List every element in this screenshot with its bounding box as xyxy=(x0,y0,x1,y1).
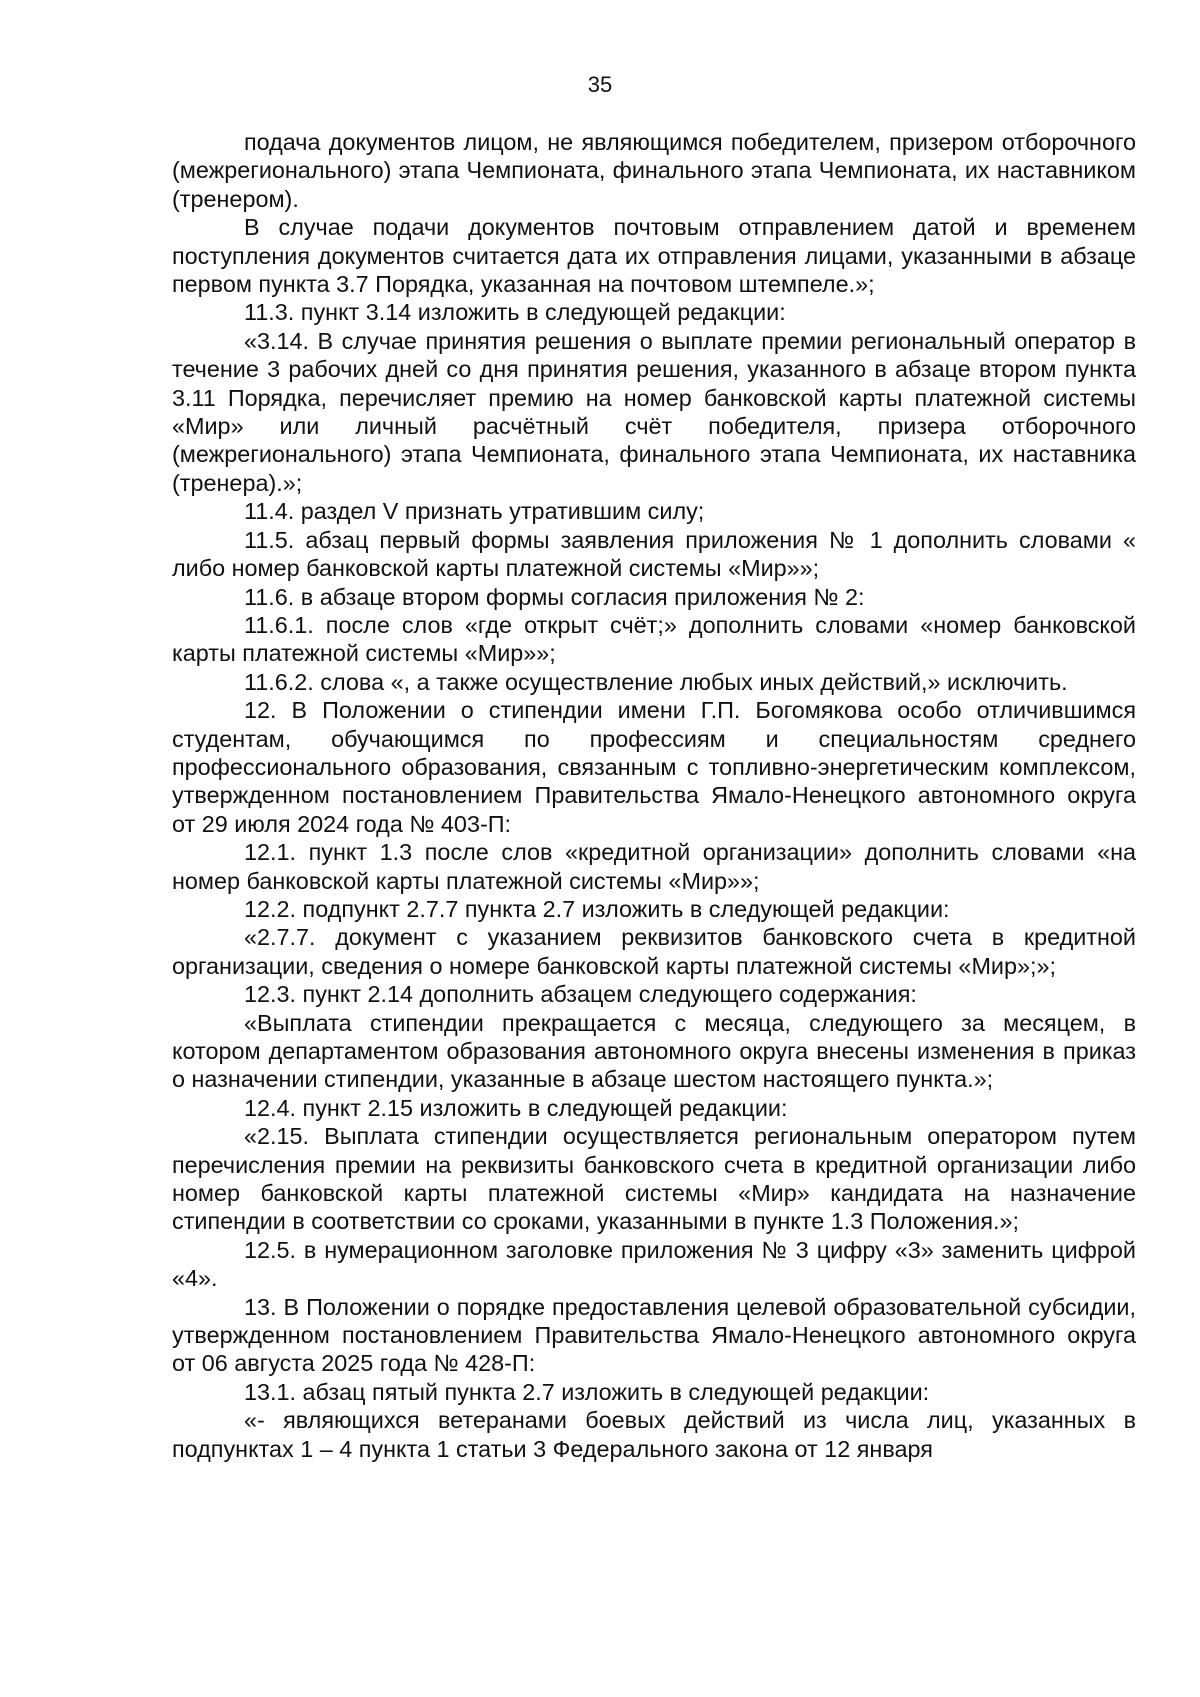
paragraph: «2.15. Выплата стипендии осуществляется региональным оператором путем перечисления премии на реквизиты банковского счета в кредитной организации либо номер банковской карты платежной системы «Мир» кандидата на назначение стипендии в соответствии со сроками, указанными в пункте 1.3 Положения.»; xyxy=(172,1123,1136,1235)
paragraph: 11.4. раздел V признать утратившим силу; xyxy=(244,498,705,525)
paragraph: 12.1. пункт 1.3 после слов «кредитной организации» дополнить словами «на номер банковской карты платежной системы «Мир»»; xyxy=(172,839,1136,894)
document-body xyxy=(172,128,1136,1463)
paragraph: 13. В Положении о порядке предоставления целевой образовательной субсидии, утвержденном постановлением Правительства Ямало-Ненецкого автономного округа от 06 августа 2025 года № 428-П: xyxy=(172,1293,1136,1377)
paragraph: 12.2. подпункт 2.7.7 пункта 2.7 изложить в следующей редакции: xyxy=(244,895,950,922)
paragraph: 12.4. пункт 2.15 изложить в следующей редакции: xyxy=(244,1094,788,1121)
paragraph: 12. В Положении о стипендии имени Г.П. Богомякова особо отличившимся студентам, обучающимся по профессиям и специальностям среднего профессионального образования, связанным с топливно-энергетическим комплексом, утвержденном постановлением Правительства Ямало-Ненецкого автономного округа от 29 июля 2024 года № 403-П: xyxy=(172,697,1136,837)
page-number: 35 xyxy=(587,72,613,97)
paragraph: 11.6. в абзаце втором формы согласия приложения № 2: xyxy=(244,583,865,610)
paragraph: подача документов лицом, не являющимся победителем, призером отборочного (межрегионального) этапа Чемпионата, финального этапа Чемпионата, их наставником (тренером). xyxy=(172,129,1136,212)
paragraph: 11.5. абзац первый формы заявления приложения № 1 дополнить словами « либо номер банковской карты платежной системы «Мир»»; xyxy=(172,526,1136,582)
paragraph: 11.6.1. после слов «где открыт счёт;» дополнить словами «номер банковской карты платежной системы «Мир»»; xyxy=(172,611,1136,667)
paragraph: 11.6.2. слова «, а также осуществление любых иных действий,» исключить. xyxy=(244,668,1068,695)
paragraph: 13.1. абзац пятый пункта 2.7 изложить в следующей редакции: xyxy=(244,1378,930,1405)
paragraph: «- являющихся ветеранами боевых действий из числа лиц, указанных в подпунктах 1 – 4 пункта 1 статьи 3 Федерального закона от 12 января xyxy=(172,1407,1136,1462)
paragraph: 12.3. пункт 2.14 дополнить абзацем следующего содержания: xyxy=(244,981,917,1008)
paragraph: 11.3. пункт 3.14 изложить в следующей редакции: xyxy=(244,299,786,326)
paragraph: «Выплата стипендии прекращается с месяца, следующего за месяцем, в котором департаментом образования автономного округа внесены изменения в приказ о назначении стипендии, указанные в абзаце шестом настоящего пункта.»; xyxy=(172,1009,1136,1093)
paragraph: В случае подачи документов почтовым отправлением датой и временем поступления документов считается дата их отправления лицами, указанными в абзаце первом пункта 3.7 Порядка, указанная на почтовом штемпеле.»; xyxy=(172,214,1136,298)
paragraph: «3.14. В случае принятия решения о выплате премии региональный оператор в течение 3 рабочих дней со дня принятия решения, указанного в абзаце втором пункта 3.11 Порядка, перечисляет премию на номер банковской карты платежной системы «Мир» или личный расчётный счёт победителя, призера отборочного (межрегионального) этапа Чемпионата, финального этапа Чемпионата, их наставника (тренера).»; xyxy=(172,327,1136,496)
paragraph: 12.5. в нумерационном заголовке приложения № 3 цифру «3» заменить цифрой «4». xyxy=(172,1236,1136,1292)
paragraph: «2.7.7. документ с указанием реквизитов банковского счета в кредитной организации, сведения о номере банковской карты платежной системы «Мир»;»; xyxy=(172,924,1136,979)
